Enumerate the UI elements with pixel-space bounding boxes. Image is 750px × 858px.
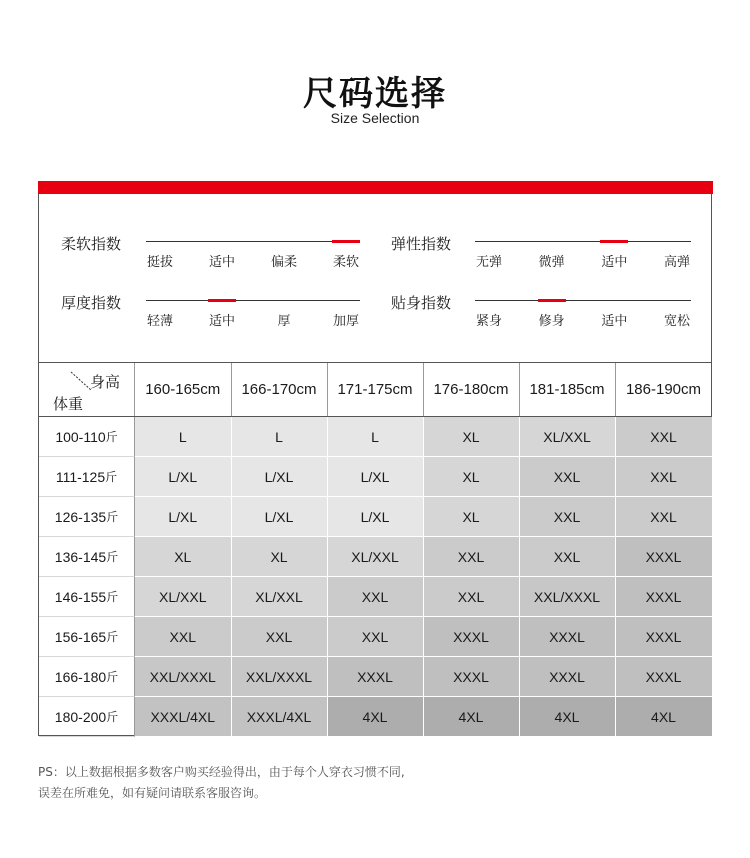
size-cell: XXL/XXXL — [520, 577, 616, 617]
size-cell: XXL — [616, 497, 712, 537]
weight-range: 111-125 — [55, 468, 106, 485]
weight-range: 126-135 — [54, 508, 107, 525]
size-cell: L/XL — [232, 457, 328, 497]
corner-height-label: 身高 — [89, 373, 120, 391]
weight-unit: 斤 — [106, 510, 119, 524]
weight-row-header — [39, 577, 135, 617]
weight-unit: 斤 — [106, 670, 119, 684]
size-cell: 4XL — [328, 697, 424, 737]
size-cell: L/XL — [328, 457, 424, 497]
index-option: 无弹 — [475, 255, 502, 270]
height-header-cell: 171-175cm — [328, 363, 424, 416]
size-cell: XXXL/4XL — [232, 697, 328, 737]
size-cell: XXL — [135, 617, 232, 657]
weight-range: 100-110 — [55, 428, 106, 445]
size-cell: XL — [424, 457, 520, 497]
size-chart-panel — [38, 194, 712, 736]
size-cell: XL/XXL — [135, 577, 232, 617]
index-option: 宽松 — [663, 314, 690, 329]
index-option: 高弹 — [663, 255, 690, 270]
weight-row-header — [39, 497, 135, 537]
size-cell: XXXL — [616, 577, 712, 617]
size-cell: XXXL — [616, 537, 712, 577]
weight-range: 136-145 — [54, 548, 107, 565]
size-cell: XXL — [616, 457, 712, 497]
weight-unit: 斤 — [105, 430, 118, 444]
weight-range: 156-165 — [54, 628, 107, 645]
weight-row-header — [39, 697, 135, 737]
index-option: 柔软 — [332, 255, 359, 270]
index-option: 轻薄 — [146, 314, 173, 329]
weight-unit: 斤 — [106, 550, 119, 564]
size-cell: XXL — [424, 577, 520, 617]
size-cell: L — [232, 417, 328, 457]
index-scale-line — [146, 300, 360, 301]
index-label: 厚度指数 — [61, 294, 122, 312]
page-subtitle: Size Selection — [330, 110, 420, 126]
height-header-cell: 181-185cm — [520, 363, 616, 416]
height-header-cell: 176-180cm — [424, 363, 520, 416]
size-cell: L/XL — [328, 497, 424, 537]
table-corner-header — [39, 363, 135, 416]
weight-row-header — [39, 617, 135, 657]
size-cell: L — [135, 417, 232, 457]
index-scale-line — [475, 241, 691, 242]
weight-range: 166-180 — [54, 668, 107, 685]
weight-row-header — [39, 457, 135, 497]
size-cell: XXL — [232, 617, 328, 657]
size-cell: XL/XXL — [520, 417, 616, 457]
index-option: 适中 — [208, 314, 235, 329]
note-line-1: PS：以上数据根据多数客户购买经验得出，由于每个人穿衣习惯不同, — [38, 765, 405, 779]
note-line-2: 误差在所难免，如有疑问请联系客服咨询。 — [38, 786, 267, 800]
size-cell: XXXL — [520, 617, 616, 657]
index-option: 适中 — [208, 255, 235, 270]
weight-row-header — [39, 537, 135, 577]
size-cell: XXL — [520, 497, 616, 537]
size-cell: XXL — [328, 577, 424, 617]
size-cell: XXL — [520, 537, 616, 577]
index-label: 柔软指数 — [61, 235, 122, 253]
size-cell: XXL — [328, 617, 424, 657]
height-header-cell: 160-165cm — [135, 363, 232, 416]
index-option: 微弹 — [538, 255, 565, 270]
page-title: 尺码选择 — [303, 74, 447, 114]
size-cell: XXL — [616, 417, 712, 457]
size-cell: 4XL — [616, 697, 712, 737]
red-header-bar — [38, 181, 713, 194]
weight-row-header — [39, 657, 135, 697]
weight-row-header — [39, 417, 135, 457]
index-selected-marker — [208, 299, 236, 302]
index-option: 偏柔 — [270, 255, 297, 270]
index-option: 加厚 — [332, 314, 359, 329]
size-cell: XXXL — [616, 617, 712, 657]
index-scale-line — [146, 241, 360, 242]
weight-range: 180-200 — [54, 708, 107, 725]
size-cell: XL — [135, 537, 232, 577]
size-cell: XXL — [520, 457, 616, 497]
corner-weight-label: 体重 — [53, 395, 84, 413]
size-cell: L — [328, 417, 424, 457]
weight-range: 146-155 — [54, 588, 107, 605]
index-selected-marker — [538, 299, 566, 302]
size-cell: L/XL — [135, 457, 232, 497]
size-cell: XL — [424, 417, 520, 457]
index-option: 厚 — [277, 314, 291, 329]
size-cell: XXL/XXXL — [135, 657, 232, 697]
index-label: 弹性指数 — [391, 235, 452, 253]
size-cell: XL/XXL — [328, 537, 424, 577]
index-label: 贴身指数 — [391, 294, 452, 312]
index-option: 紧身 — [475, 314, 502, 329]
size-cell: XXL/XXXL — [232, 657, 328, 697]
size-cell: XL — [424, 497, 520, 537]
size-cell: 4XL — [424, 697, 520, 737]
size-cell: XXXL — [424, 657, 520, 697]
index-scale-line — [475, 300, 691, 301]
size-cell: XL — [232, 537, 328, 577]
weight-unit: 斤 — [106, 710, 119, 724]
index-option: 挺拔 — [146, 255, 173, 270]
index-option: 适中 — [601, 314, 628, 329]
size-cell: L/XL — [135, 497, 232, 537]
size-cell: 4XL — [520, 697, 616, 737]
weight-unit: 斤 — [106, 630, 119, 644]
weight-unit: 斤 — [106, 590, 119, 604]
size-cell: XXXL — [520, 657, 616, 697]
size-cell: XXXL/4XL — [135, 697, 232, 737]
size-cell: XXXL — [328, 657, 424, 697]
size-cell: XXXL — [424, 617, 520, 657]
size-cell: XL/XXL — [232, 577, 328, 617]
index-selected-marker — [600, 240, 628, 243]
height-header-cell: 166-170cm — [232, 363, 328, 416]
index-option: 修身 — [538, 314, 565, 329]
size-cell: XXXL — [616, 657, 712, 697]
index-option: 适中 — [601, 255, 628, 270]
index-selected-marker — [332, 240, 360, 243]
size-cell: XXL — [424, 537, 520, 577]
height-header-cell: 186-190cm — [625, 381, 702, 398]
size-cell: L/XL — [232, 497, 328, 537]
weight-unit: 斤 — [105, 470, 118, 484]
